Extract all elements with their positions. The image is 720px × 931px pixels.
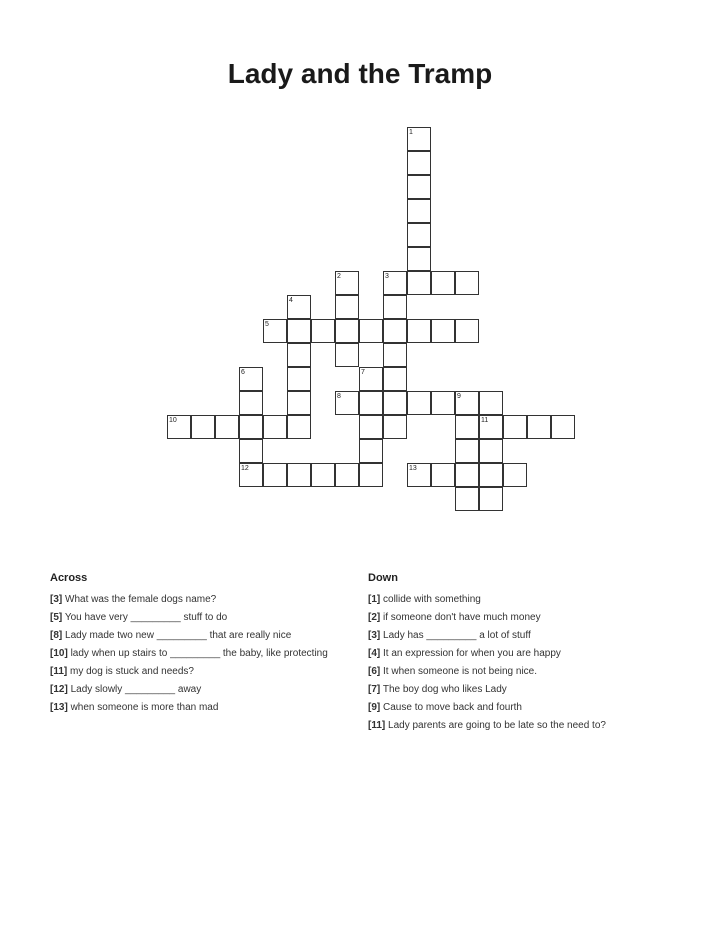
clue-text: It when someone is not being nice.: [383, 666, 537, 677]
grid-cell[interactable]: [359, 391, 383, 415]
clue-text: if someone don't have much money: [383, 612, 541, 623]
clue-num: [8]: [50, 630, 63, 641]
puzzle-title: Lady and the Tramp: [227, 58, 493, 89]
clue-number-4: 4: [289, 297, 293, 304]
grid-cell[interactable]: [479, 439, 503, 463]
down-clue: [368, 702, 668, 714]
clue-num: [10]: [50, 648, 68, 659]
clue-number-6: 6: [241, 369, 245, 376]
grid-cell[interactable]: [311, 463, 335, 487]
grid-cell[interactable]: [383, 415, 407, 439]
clue-number-12: 12: [241, 465, 249, 472]
clue-num: [2]: [368, 612, 381, 623]
clue-num: [7]: [368, 684, 381, 695]
grid-cell[interactable]: [455, 487, 479, 511]
grid-cell[interactable]: [383, 391, 407, 415]
clue-number-9: 9: [457, 393, 461, 400]
grid-cell[interactable]: [503, 415, 527, 439]
grid-cell[interactable]: [407, 199, 431, 223]
across-clue: [50, 630, 350, 642]
grid-cell[interactable]: [287, 319, 311, 343]
clue-num: [3]: [50, 594, 63, 605]
grid-cell[interactable]: [455, 463, 479, 487]
grid-cell[interactable]: [359, 319, 383, 343]
clue-number-7: 7: [361, 369, 365, 376]
clue-number-11: 11: [481, 417, 489, 424]
clue-text: What was the female dogs name?: [65, 594, 217, 605]
clue-text: Lady slowly _________ away: [70, 684, 202, 695]
clue-text: when someone is more than mad: [70, 702, 219, 713]
grid-cell[interactable]: [239, 439, 263, 463]
grid-cell[interactable]: [383, 343, 407, 367]
grid-cell[interactable]: [479, 463, 503, 487]
grid-cell[interactable]: [455, 319, 479, 343]
across-clue: [50, 666, 350, 678]
across-clue: [50, 612, 350, 624]
clue-text: Cause to move back and fourth: [383, 702, 522, 713]
clue-text: collide with something: [383, 594, 481, 605]
down-clue: [368, 612, 668, 624]
grid-cell[interactable]: [455, 271, 479, 295]
grid-cell[interactable]: [407, 151, 431, 175]
clue-number-8: 8: [337, 393, 341, 400]
grid-cell[interactable]: [407, 271, 431, 295]
grid-cell[interactable]: [383, 319, 407, 343]
clue-text: The boy dog who likes Lady: [382, 684, 507, 695]
grid-cell[interactable]: [503, 463, 527, 487]
grid-cell[interactable]: [479, 487, 503, 511]
clue-number-10: 10: [169, 417, 177, 424]
grid-cell[interactable]: [239, 391, 263, 415]
down-clue: [368, 720, 668, 732]
clue-number-2: 2: [337, 273, 341, 280]
clue-text: Lady made two new _________ that are really nice: [65, 630, 292, 641]
clue-num: [13]: [50, 702, 68, 713]
down-clue: [368, 684, 668, 696]
grid-cell[interactable]: [335, 319, 359, 343]
grid-cell[interactable]: [455, 439, 479, 463]
grid-cell[interactable]: [551, 415, 575, 439]
clue-num: [11]: [50, 666, 68, 677]
clue-number-1: 1: [409, 129, 413, 136]
grid-cell[interactable]: [263, 415, 287, 439]
grid-cell[interactable]: [431, 271, 455, 295]
grid-cell[interactable]: [407, 391, 431, 415]
grid-cell[interactable]: [383, 367, 407, 391]
grid-cell[interactable]: [359, 463, 383, 487]
clue-num: [9]: [368, 702, 381, 713]
clue-text: my dog is stuck and needs?: [70, 666, 194, 677]
grid-cell[interactable]: [287, 463, 311, 487]
clue-number-5: 5: [265, 321, 269, 328]
grid-cell[interactable]: [431, 391, 455, 415]
grid-cell[interactable]: [335, 463, 359, 487]
grid-cell[interactable]: [239, 415, 263, 439]
clue-num: [5]: [50, 612, 63, 623]
grid-cell[interactable]: [479, 391, 503, 415]
across-heading: Across: [50, 572, 88, 584]
grid-cell[interactable]: [335, 343, 359, 367]
grid-cell[interactable]: [407, 319, 431, 343]
clue-text: lady when up stairs to _________ the baby, like protecting: [70, 648, 328, 659]
clue-num: [1]: [368, 594, 381, 605]
down-clues: [368, 572, 668, 738]
clue-num: [11]: [368, 720, 386, 731]
grid-cell[interactable]: [527, 415, 551, 439]
grid-cell[interactable]: [191, 415, 215, 439]
grid-cell[interactable]: [287, 343, 311, 367]
grid-cell[interactable]: [431, 463, 455, 487]
clue-num: [6]: [368, 666, 381, 677]
grid-cell[interactable]: [311, 319, 335, 343]
clue-text: Lady has _________ a lot of stuff: [383, 630, 531, 641]
across-clue: [50, 702, 350, 714]
grid-cell[interactable]: [263, 463, 287, 487]
clue-num: [4]: [368, 648, 381, 659]
down-clue: [368, 666, 668, 678]
grid-cell[interactable]: [287, 415, 311, 439]
grid-cell[interactable]: [287, 367, 311, 391]
grid-cell[interactable]: [455, 415, 479, 439]
clue-number-13: 13: [409, 465, 417, 472]
grid-cell[interactable]: [407, 247, 431, 271]
grid-cell[interactable]: [383, 295, 407, 319]
grid-cell[interactable]: [335, 295, 359, 319]
clue-text: It an expression for when you are happy: [383, 648, 561, 659]
grid-cell[interactable]: [215, 415, 239, 439]
clue-num: [3]: [368, 630, 381, 641]
across-clue: [50, 648, 350, 660]
grid-cell[interactable]: [431, 319, 455, 343]
clue-text: You have very _________ stuff to do: [64, 612, 228, 623]
grid-cell[interactable]: [407, 175, 431, 199]
down-heading: Down: [368, 572, 398, 584]
across-clues: [50, 572, 350, 720]
grid-cell[interactable]: [287, 391, 311, 415]
down-clue: [368, 630, 668, 642]
grid-cell[interactable]: [359, 415, 383, 439]
across-clue: [50, 594, 350, 606]
clue-num: [12]: [50, 684, 68, 695]
clue-number-3: 3: [385, 273, 389, 280]
clue-text: Lady parents are going to be late so the need to?: [388, 720, 606, 731]
across-clue: [50, 684, 350, 696]
grid-cell[interactable]: [407, 223, 431, 247]
down-clue: [368, 594, 668, 606]
down-clue: [368, 648, 668, 660]
grid-cell[interactable]: [359, 439, 383, 463]
